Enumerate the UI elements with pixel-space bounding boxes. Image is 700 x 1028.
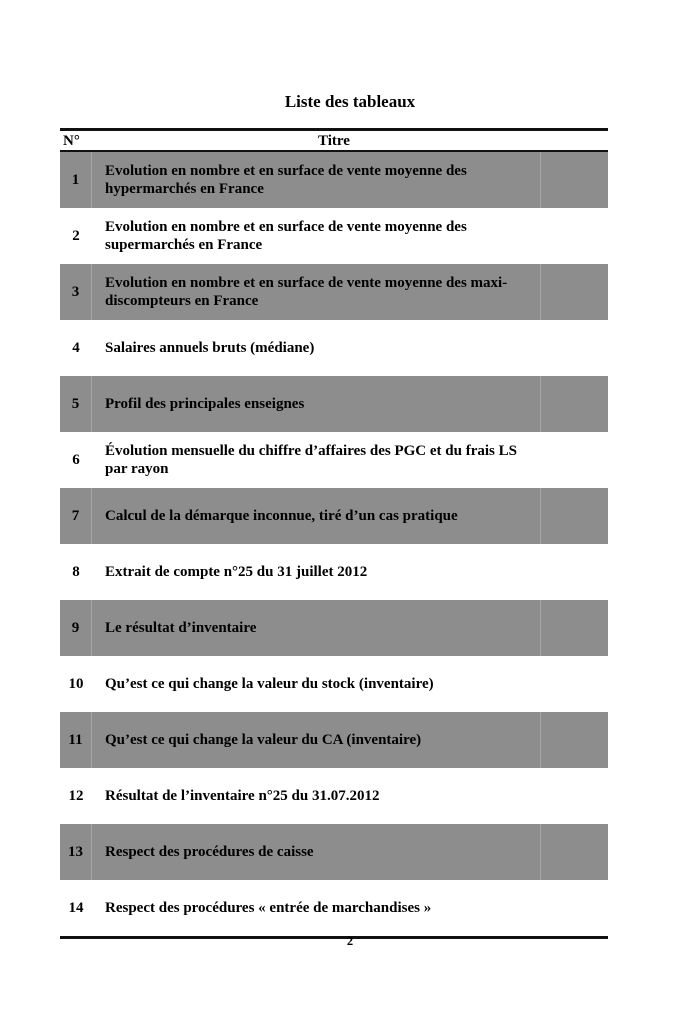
row-empty-cell xyxy=(541,264,608,320)
row-number: 12 xyxy=(68,788,84,804)
row-empty-cell xyxy=(541,824,608,880)
row-number: 9 xyxy=(60,600,92,656)
row-number: 11 xyxy=(60,712,92,768)
table-row xyxy=(60,768,608,824)
row-empty-cell xyxy=(541,488,608,544)
page-title: Liste des tableaux xyxy=(284,92,416,111)
row-number: 10 xyxy=(68,676,84,692)
row-empty-cell xyxy=(541,544,608,600)
row-empty-cell xyxy=(541,656,608,712)
table-header-row xyxy=(60,131,608,152)
row-title: Salaires annuels bruts (médiane) xyxy=(105,340,315,356)
row-title: Le résultat d’inventaire xyxy=(92,600,541,656)
table-row xyxy=(60,208,608,264)
row-number: 3 xyxy=(60,264,92,320)
row-number: 2 xyxy=(72,228,80,244)
row-number: 14 xyxy=(68,900,84,916)
row-number: 7 xyxy=(60,488,92,544)
row-number: 5 xyxy=(60,376,92,432)
row-number: 6 xyxy=(72,452,80,468)
row-empty-cell xyxy=(541,376,608,432)
table-row xyxy=(60,544,608,600)
column-header-title: Titre xyxy=(318,133,350,149)
table-row xyxy=(60,712,608,768)
row-title: Evolution en nombre et en surface de vente moyenne des supermarchés en France xyxy=(105,219,467,253)
list-of-tables xyxy=(60,128,608,939)
row-empty-cell xyxy=(541,880,608,936)
table-row xyxy=(60,488,608,544)
row-title: Qu’est ce qui change la valeur du CA (inventaire) xyxy=(92,712,541,768)
row-title: Résultat de l’inventaire n°25 du 31.07.2012 xyxy=(105,788,380,804)
row-title: Respect des procédures de caisse xyxy=(92,824,541,880)
table-row xyxy=(60,320,608,376)
table-row xyxy=(60,152,608,208)
row-empty-cell xyxy=(541,600,608,656)
table-row xyxy=(60,656,608,712)
row-empty-cell xyxy=(541,768,608,824)
row-title: Évolution mensuelle du chiffre d’affaires des PGC et du frais LS par rayon xyxy=(105,443,517,477)
row-number: 1 xyxy=(60,152,92,208)
column-header-num: N° xyxy=(63,133,80,149)
row-empty-cell xyxy=(541,208,608,264)
row-empty-cell xyxy=(541,432,608,488)
table-row xyxy=(60,600,608,656)
row-title: Extrait de compte n°25 du 31 juillet 2012 xyxy=(105,564,368,580)
row-title: Profil des principales enseignes xyxy=(92,376,541,432)
table-row xyxy=(60,824,608,880)
row-title: Evolution en nombre et en surface de vente moyenne des maxi-discompteurs en France xyxy=(92,264,541,320)
row-number: 4 xyxy=(72,340,80,356)
table-row xyxy=(60,264,608,320)
row-title: Qu’est ce qui change la valeur du stock (inventaire) xyxy=(105,676,434,692)
table-row xyxy=(60,880,608,936)
row-empty-cell xyxy=(541,320,608,376)
row-number: 13 xyxy=(60,824,92,880)
row-title: Calcul de la démarque inconnue, tiré d’un cas pratique xyxy=(92,488,541,544)
table-row xyxy=(60,432,608,488)
table-body xyxy=(60,152,608,936)
row-empty-cell xyxy=(541,152,608,208)
table-row xyxy=(60,376,608,432)
row-title: Respect des procédures « entrée de marchandises » xyxy=(105,900,432,916)
row-title: Evolution en nombre et en surface de vente moyenne des hypermarchés en France xyxy=(92,152,541,208)
page-number: 2 xyxy=(346,934,354,948)
row-empty-cell xyxy=(541,712,608,768)
row-number: 8 xyxy=(72,564,80,580)
